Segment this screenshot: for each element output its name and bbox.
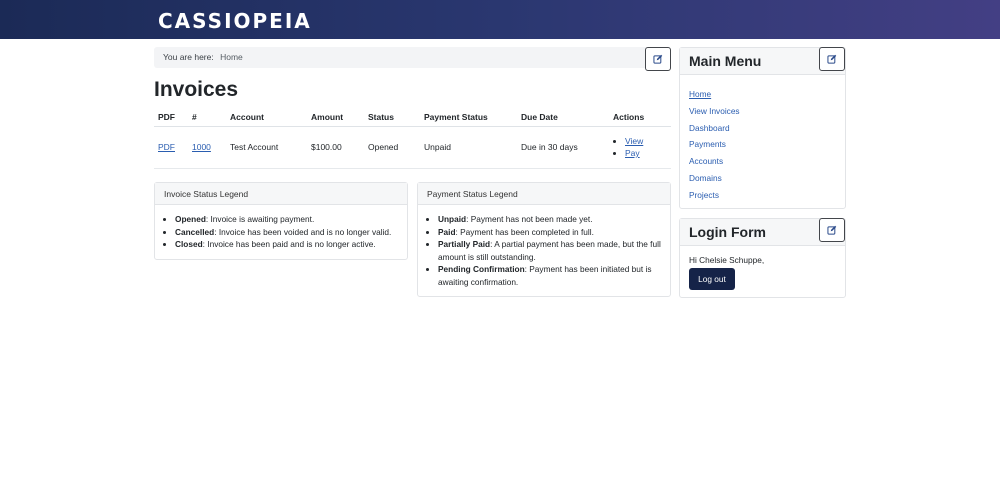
site-brand[interactable]: CASSIOPEIA xyxy=(158,9,312,33)
login-form-title: Login Form xyxy=(680,219,845,246)
payment-legend-title: Payment Status Legend xyxy=(418,183,670,205)
invoice-legend-title: Invoice Status Legend xyxy=(155,183,407,205)
menu-item-view-invoices[interactable]: View Invoices xyxy=(689,105,740,116)
breadcrumb-item-home: Home xyxy=(220,52,243,62)
edit-icon xyxy=(653,54,663,64)
login-form-edit-button[interactable] xyxy=(819,218,845,242)
col-header-amount: Amount xyxy=(307,108,364,126)
breadcrumb-prefix: You are here: xyxy=(163,52,214,62)
list-item: • Paid: Payment has been completed in full. xyxy=(438,226,661,239)
menu-item-accounts[interactable]: Accounts xyxy=(689,156,724,167)
edit-icon xyxy=(827,54,837,64)
col-header-status: Status xyxy=(364,108,420,126)
menu-item-home[interactable]: Home xyxy=(689,89,712,99)
login-greeting: Hi Chelsie Schuppe, xyxy=(689,255,765,265)
logout-button[interactable]: Log out xyxy=(689,268,735,290)
col-header-pdf: PDF xyxy=(154,108,188,126)
invoice-payment-status: Unpaid xyxy=(420,126,517,168)
invoice-actions xyxy=(609,126,671,168)
list-item: • Unpaid: Payment has not been made yet. xyxy=(438,213,661,226)
invoices-table xyxy=(154,108,671,169)
menu-item-payments[interactable]: Payments xyxy=(689,139,726,150)
menu-item-projects[interactable]: Projects xyxy=(689,189,719,200)
main-menu-list xyxy=(680,75,845,212)
col-header-account: Account xyxy=(226,108,307,126)
col-header-actions: Actions xyxy=(609,108,671,126)
view-invoice-link[interactable]: View xyxy=(625,136,644,146)
col-header-payment-status: Payment Status xyxy=(420,108,517,126)
list-item: • Cancelled: Invoice has been voided and is no longer valid. xyxy=(175,226,398,239)
invoice-status: Opened xyxy=(364,126,420,168)
invoice-status-legend xyxy=(154,182,408,260)
invoice-number-link[interactable]: 1000 xyxy=(192,142,211,152)
pay-invoice-link[interactable]: Pay xyxy=(625,148,640,158)
menu-item-domains[interactable]: Domains xyxy=(689,172,722,183)
breadcrumb-edit-button[interactable] xyxy=(645,47,671,71)
page-title: Invoices xyxy=(154,78,239,101)
menu-item-dashboard[interactable]: Dashboard xyxy=(689,122,730,133)
invoice-due-date: Due in 30 days xyxy=(517,126,609,168)
main-menu-edit-button[interactable] xyxy=(819,47,845,71)
list-item: • Opened: Invoice is awaiting payment. xyxy=(175,213,398,226)
table-header-row xyxy=(154,108,671,126)
payment-status-legend xyxy=(417,182,671,297)
invoice-account: Test Account xyxy=(226,126,307,168)
list-item: • Partially Paid: A partial payment has been made, but the full amount is still outstanding. xyxy=(438,238,661,263)
main-menu-title: Main Menu xyxy=(680,48,845,75)
main-menu-module xyxy=(679,47,846,209)
breadcrumb xyxy=(154,47,671,68)
invoice-amount: $100.00 xyxy=(307,126,364,168)
list-item: • Pending Confirmation: Payment has been initiated but is awaiting confirmation. xyxy=(438,263,661,288)
edit-icon xyxy=(827,225,837,235)
table-row xyxy=(154,126,671,168)
site-header xyxy=(0,0,1000,39)
list-item: • Closed: Invoice has been paid and is no longer active. xyxy=(175,238,398,251)
invoice-pdf-link[interactable]: PDF xyxy=(158,142,175,152)
col-header-number: # xyxy=(188,108,226,126)
col-header-due-date: Due Date xyxy=(517,108,609,126)
